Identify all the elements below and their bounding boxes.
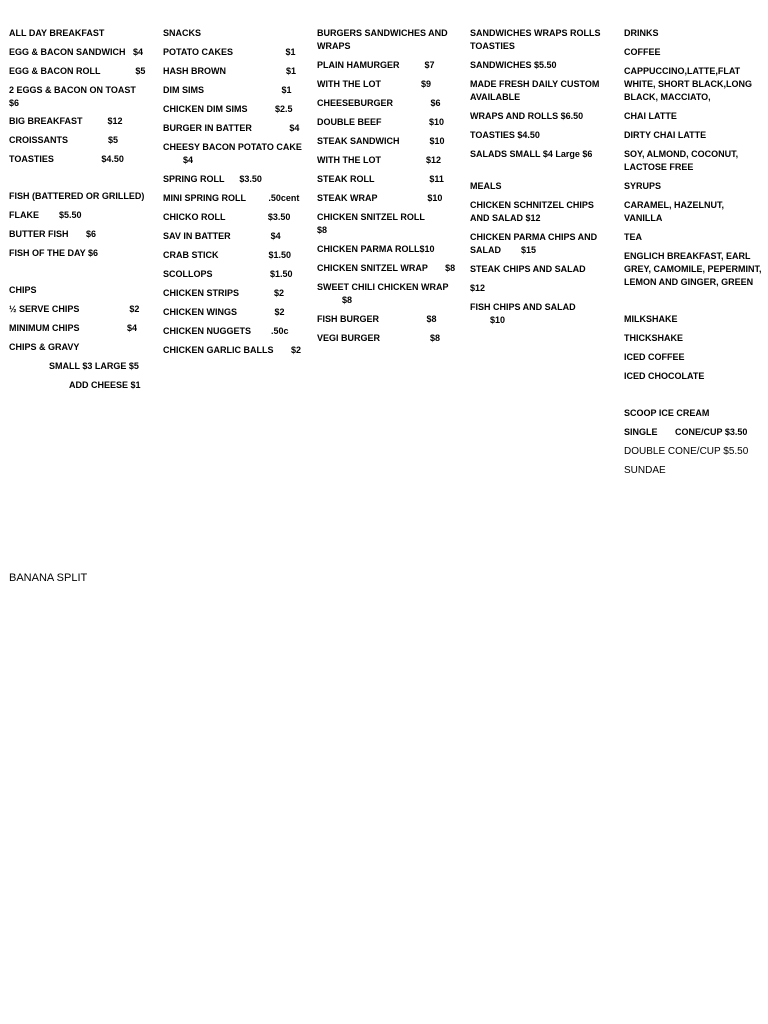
menu-item: FISH BURGER $8: [317, 314, 437, 324]
menu-item: TOASTIES $4.50: [470, 130, 540, 140]
drinks-column: [624, 27, 764, 483]
menu-item: PLAIN HAMURGER $7: [317, 60, 435, 70]
menu-item: WRAPS AND ROLLS $6.50: [470, 111, 584, 121]
menu-item: CAPPUCCINO,LATTE,FLAT WHITE, SHORT BLACK,LONG BLACK, MACCIATO,: [624, 66, 755, 102]
menu-item: CHICKEN SCHNITZEL CHIPS AND SALAD $12: [470, 200, 597, 223]
menu-item: SYRUPS: [624, 181, 662, 191]
section-heading-burgers: BURGERS SANDWICHES AND WRAPS: [317, 28, 451, 51]
menu-item: CHICKEN GARLIC BALLS $2: [163, 345, 302, 355]
menu-item: CHICKEN DIM SIMS $2.5: [163, 104, 293, 114]
menu-item: CHICKO ROLL $3.50: [163, 212, 291, 222]
sandwiches-column: [470, 27, 610, 333]
menu-item: POTATO CAKES $1: [163, 47, 296, 57]
menu-item: STEAK ROLL $11: [317, 174, 444, 184]
menu-item: SUNDAE: [624, 465, 666, 476]
menu-item: SOY, ALMOND, COCONUT, LACTOSE FREE: [624, 149, 741, 172]
menu-item: MADE FRESH DAILY CUSTOM AVAILABLE: [470, 79, 602, 102]
menu-item: CHICKEN SNITZEL ROLL $8: [317, 212, 450, 235]
menu-item: WITH THE LOT $9: [317, 79, 432, 89]
add-cheese: ADD CHEESE $1: [69, 380, 141, 390]
menu-item: DOUBLE BEEF $10: [317, 117, 445, 127]
menu-item: THICKSHAKE: [624, 333, 684, 343]
menu-item: CRAB STICK $1.50: [163, 250, 292, 260]
menu-item: DOUBLE CONE/CUP $5.50: [624, 446, 749, 457]
menu-item: CHICKEN NUGGETS .50c: [163, 326, 289, 336]
menu-item: BURGER IN BATTER $4: [163, 123, 300, 133]
menu-item: MINI SPRING ROLL .50cent: [163, 193, 300, 203]
menu-item: CHICKEN WINGS $2: [163, 307, 285, 317]
snacks-column: [163, 27, 305, 363]
menu-item: CHEESEBURGER $6: [317, 98, 441, 108]
menu-item: HASH BROWN $1: [163, 66, 297, 76]
menu-item: $12: [470, 283, 486, 293]
section-heading-meals: MEALS: [470, 181, 502, 191]
menu-item: TOASTIES $4.50: [9, 154, 124, 164]
menu-item: COFFEE: [624, 47, 661, 57]
menu-item: ½ SERVE CHIPS $2: [9, 304, 140, 314]
menu-item: SPRING ROLL $3.50: [163, 174, 262, 184]
menu-item: CHICKEN SNITZEL WRAP $8: [317, 263, 456, 273]
menu-item: WITH THE LOT $12: [317, 155, 442, 165]
menu-item: ICED COFFEE: [624, 352, 685, 362]
menu-item: FISH CHIPS AND SALAD $10: [470, 302, 576, 325]
menu-item: CHICKEN PARMA CHIPS AND SALAD $15: [470, 232, 600, 255]
menu-item: TEA: [624, 232, 642, 242]
menu-item: EGG & BACON ROLL $5: [9, 66, 146, 76]
menu-item: CHICKEN PARMA ROLL$10: [317, 244, 435, 254]
section-heading-drinks: DRINKS: [624, 28, 659, 38]
menu-item: DIRTY CHAI LATTE: [624, 130, 707, 140]
menu-item: CARAMEL, HAZELNUT, VANILLA: [624, 200, 727, 223]
section-heading-ice-cream: SCOOP ICE CREAM: [624, 408, 710, 418]
menu-item: CHICKEN STRIPS $2: [163, 288, 285, 298]
menu-item: FISH OF THE DAY $6: [9, 248, 99, 258]
menu-item: MILKSHAKE: [624, 314, 678, 324]
menu-item: SALADS SMALL $4 Large $6: [470, 149, 593, 159]
gravy-sizes: SMALL $3 LARGE $5: [49, 361, 139, 371]
menu-item: STEAK WRAP $10: [317, 193, 443, 203]
burgers-column: [317, 27, 457, 351]
menu-item: CHIPS & GRAVY: [9, 342, 80, 352]
menu-item: CROISSANTS $5: [9, 135, 119, 145]
menu-item: SAV IN BATTER $4: [163, 231, 281, 241]
menu-item: BIG BREAKFAST $12: [9, 116, 123, 126]
menu-item: ENGLICH BREAKFAST, EARL GREY, CAMOMILE, PEPERMINT, LEMON AND GINGER, GREEN: [624, 251, 765, 287]
menu-item: FLAKE $5.50: [9, 210, 82, 220]
menu-item: EGG & BACON SANDWICH $4: [9, 47, 144, 57]
menu-item: VEGI BURGER $8: [317, 333, 441, 343]
menu-item: 2 EGGS & BACON ON TOAST $6: [9, 85, 136, 108]
menu-item: SWEET CHILI CHICKEN WRAP $8: [317, 282, 449, 305]
menu-item: ICED CHOCOLATE: [624, 371, 705, 381]
menu-item: BUTTER FISH $6: [9, 229, 97, 239]
section-heading-snacks: SNACKS: [163, 28, 202, 38]
banana-split-item: BANANA SPLIT: [9, 572, 88, 584]
menu-item: MINIMUM CHIPS $4: [9, 323, 138, 333]
menu-item: DIM SIMS $1: [163, 85, 292, 95]
section-heading-sandwiches: SANDWICHES WRAPS ROLLS TOASTIES: [470, 28, 604, 51]
menu-item: SINGLE CONE/CUP $3.50: [624, 427, 748, 437]
section-heading-chips: CHIPS: [9, 285, 37, 295]
menu-item: CHAI LATTE: [624, 111, 677, 121]
menu-item: CHEESY BACON POTATO CAKE $4: [163, 142, 302, 165]
section-heading-fish: FISH (BATTERED OR GRILLED): [9, 191, 145, 201]
menu-item: STEAK CHIPS AND SALAD: [470, 264, 586, 274]
breakfast-column: [9, 27, 151, 398]
section-heading-breakfast: ALL DAY BREAKFAST: [9, 28, 105, 38]
menu-item: SCOLLOPS $1.50: [163, 269, 293, 279]
menu-item: STEAK SANDWICH $10: [317, 136, 445, 146]
menu-item: SANDWICHES $5.50: [470, 60, 557, 70]
